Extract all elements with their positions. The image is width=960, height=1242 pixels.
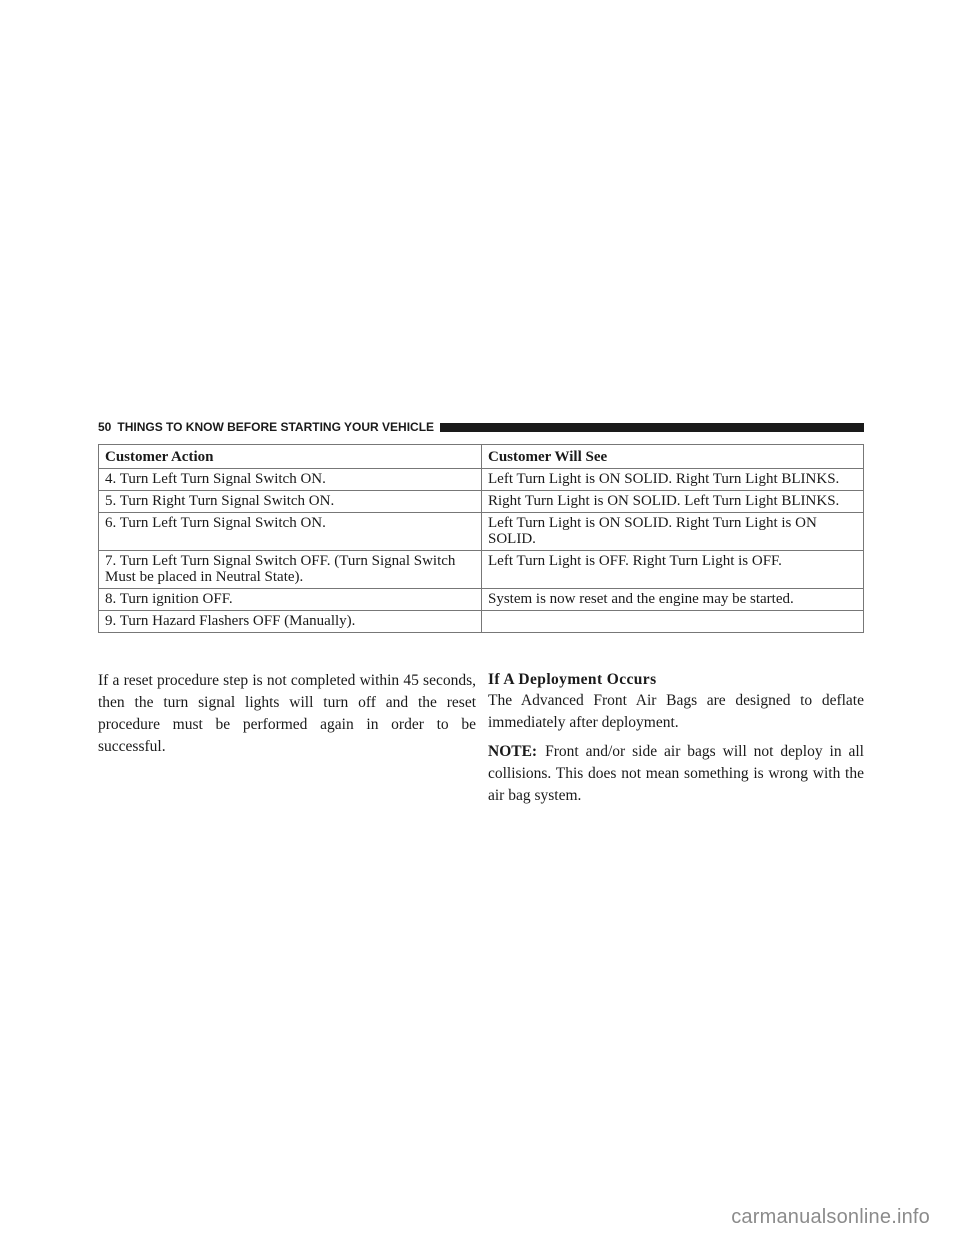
action-cell: 8. Turn ignition OFF. xyxy=(99,589,482,611)
action-cell: 5. Turn Right Turn Signal Switch ON. xyxy=(99,491,482,513)
result-cell: Left Turn Light is ON SOLID. Right Turn Light is ON SOLID. xyxy=(482,513,864,551)
column-header-customer-will-see: Customer Will See xyxy=(482,445,864,469)
result-cell: Left Turn Light is OFF. Right Turn Light is OFF. xyxy=(482,551,864,589)
note-paragraph xyxy=(488,741,864,807)
note-label: NOTE: xyxy=(488,743,538,760)
table-row xyxy=(99,589,864,611)
right-column xyxy=(488,670,864,814)
reset-procedure-table xyxy=(98,444,864,633)
page-number: 50 xyxy=(98,420,112,434)
table-row xyxy=(99,469,864,491)
table-row xyxy=(99,611,864,633)
left-column xyxy=(98,670,476,758)
action-cell: 4. Turn Left Turn Signal Switch ON. xyxy=(99,469,482,491)
table-row xyxy=(99,551,864,589)
header-rule xyxy=(440,423,864,432)
table-header-row xyxy=(99,445,864,469)
action-cell: 6. Turn Left Turn Signal Switch ON. xyxy=(99,513,482,551)
result-cell: Left Turn Light is ON SOLID. Right Turn Light BLINKS. xyxy=(482,469,864,491)
result-cell: System is now reset and the engine may be started. xyxy=(482,589,864,611)
column-header-customer-action: Customer Action xyxy=(99,445,482,469)
watermark: carmanualsonline.info xyxy=(731,1206,930,1228)
table-row xyxy=(99,491,864,513)
page-header xyxy=(98,418,864,436)
action-cell: 9. Turn Hazard Flashers OFF (Manually). xyxy=(99,611,482,633)
deployment-paragraph: The Advanced Front Air Bags are designed to deflate immediately after deployment. xyxy=(488,692,864,731)
note-text: Front and/or side air bags will not deploy in all collisions. This does not mean something is wrong with the air bag system. xyxy=(488,743,864,804)
reset-timeout-paragraph: If a reset procedure step is not completed within 45 seconds, then the turn signal lights will turn off and the reset procedure must be performed again in order to be successful. xyxy=(98,672,476,755)
result-cell xyxy=(482,611,864,633)
deployment-heading: If A Deployment Occurs xyxy=(488,671,657,688)
table-row xyxy=(99,513,864,551)
section-title: THINGS TO KNOW BEFORE STARTING YOUR VEHICLE xyxy=(117,420,435,434)
result-cell: Right Turn Light is ON SOLID. Left Turn Light BLINKS. xyxy=(482,491,864,513)
action-cell: 7. Turn Left Turn Signal Switch OFF. (Turn Signal Switch Must be placed in Neutral State). xyxy=(99,551,482,589)
